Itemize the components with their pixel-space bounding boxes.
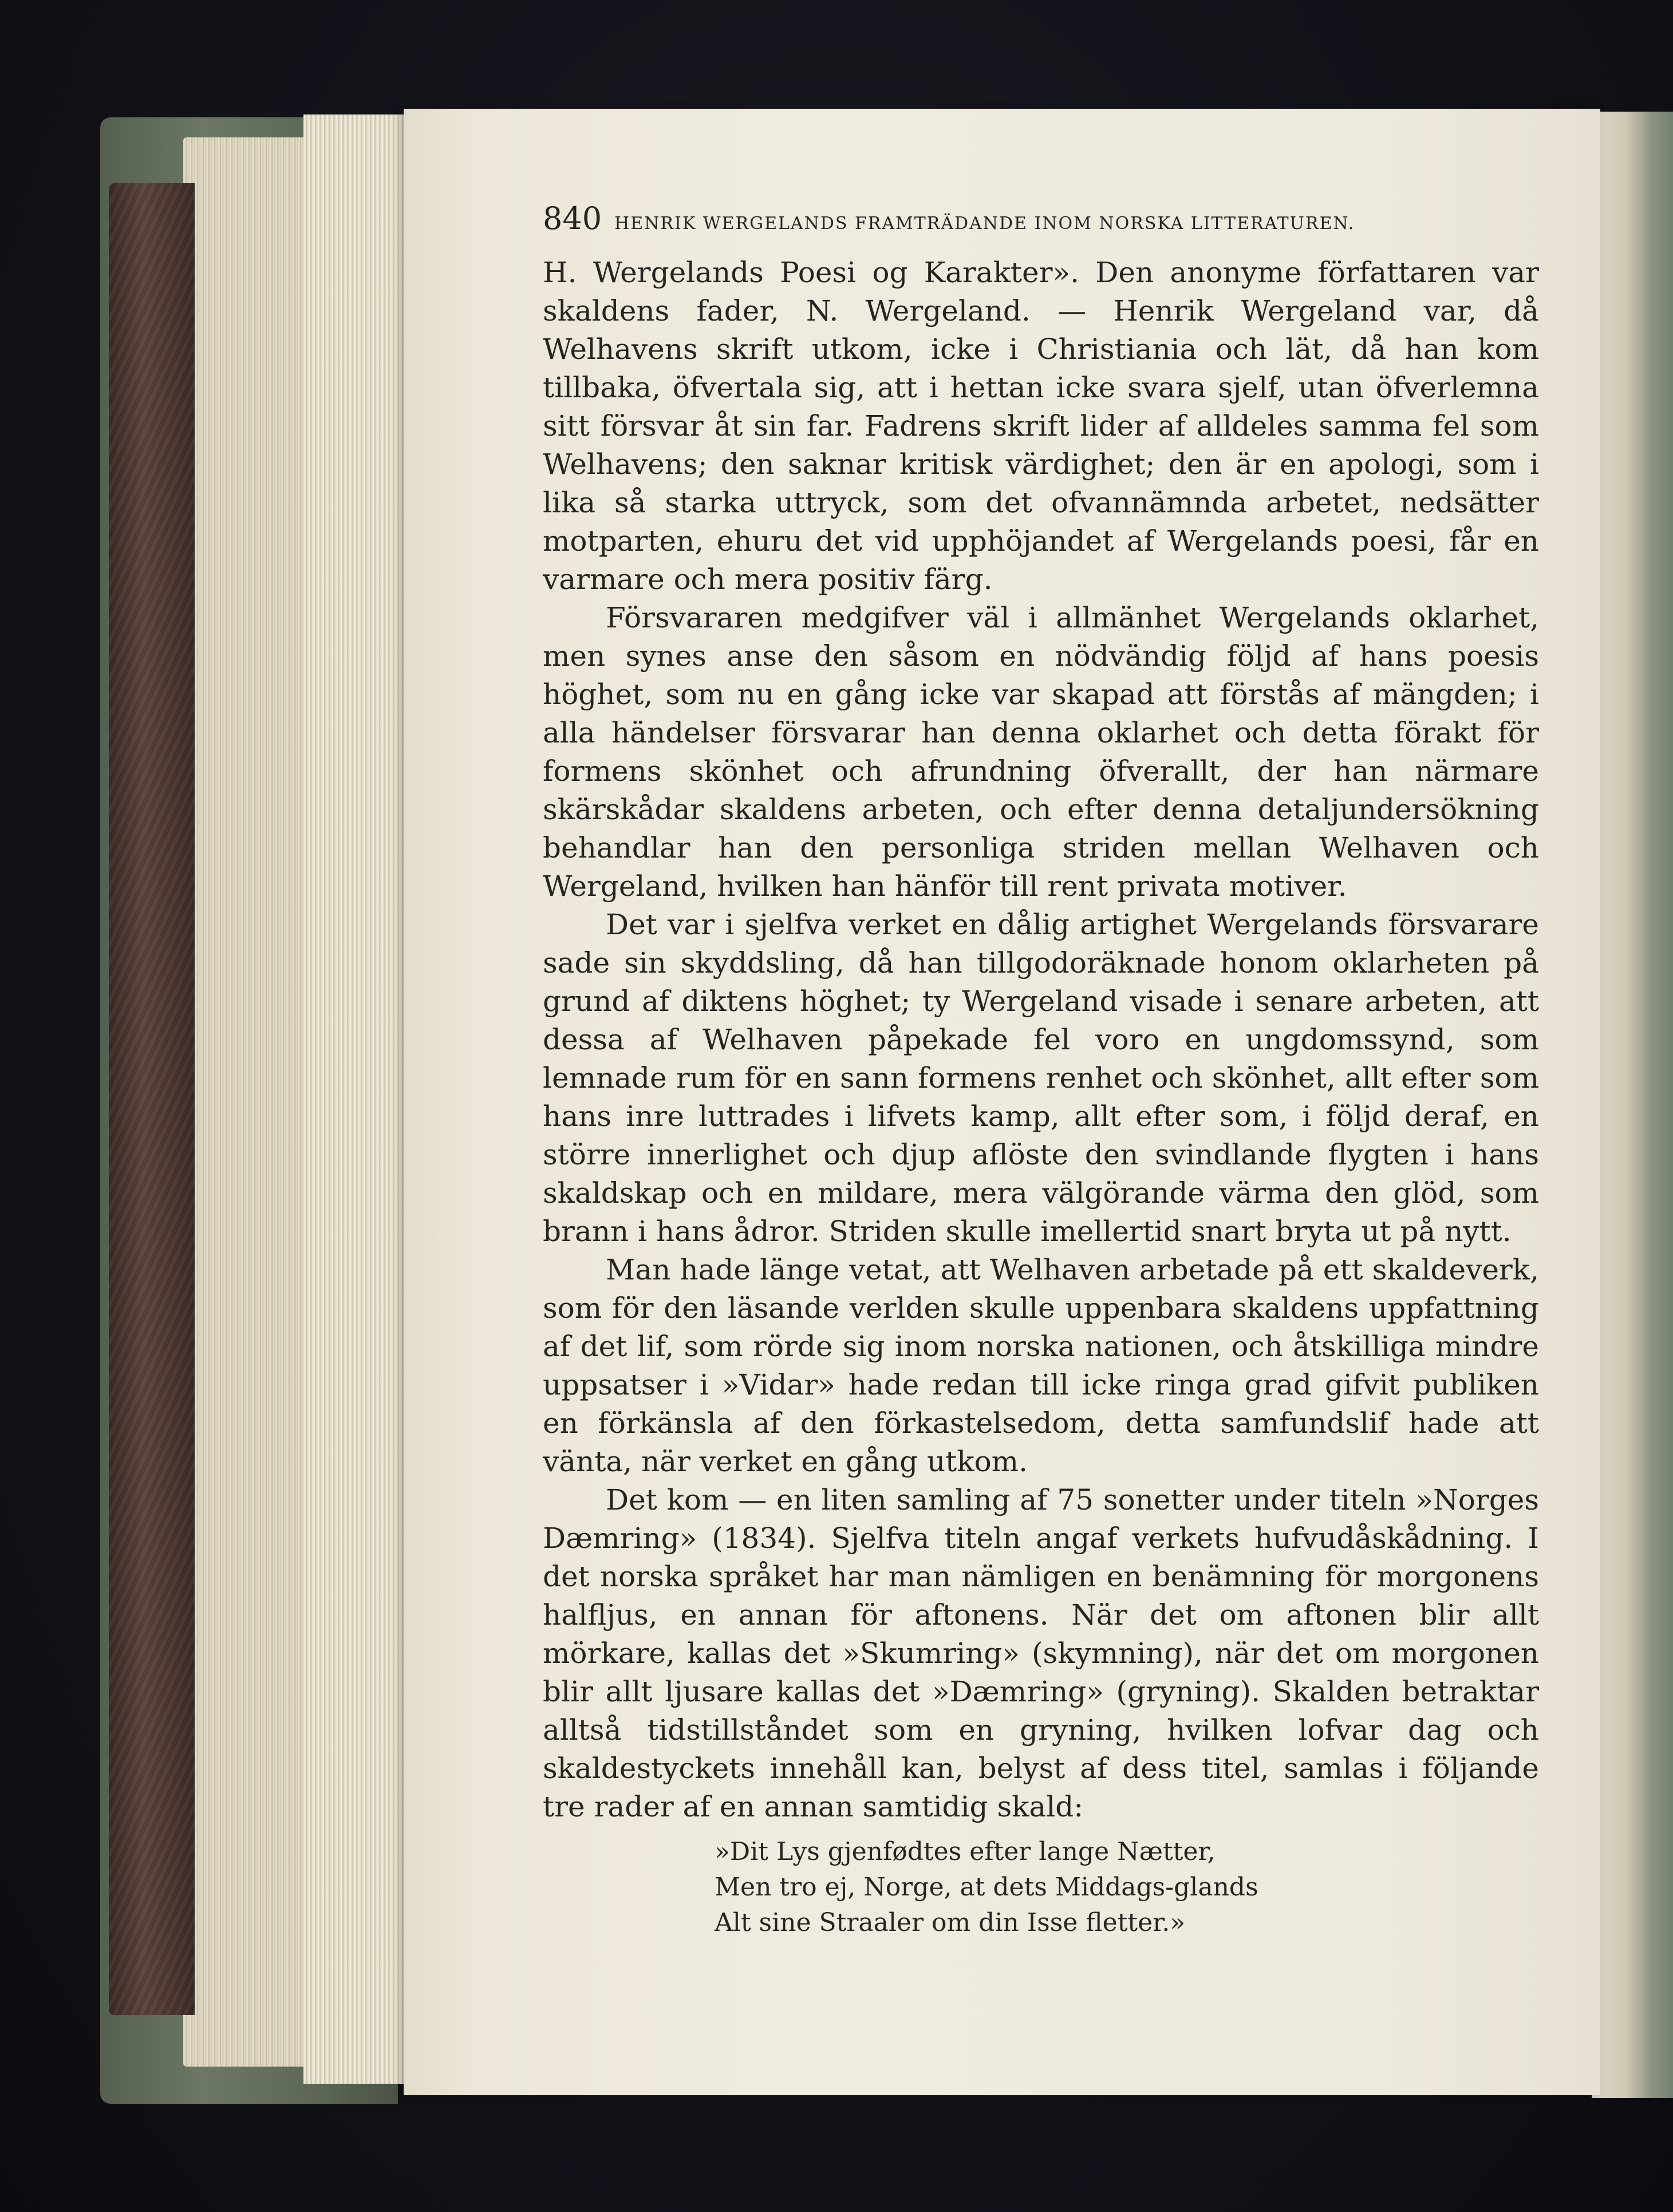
running-title: HENRIK WERGELANDS FRAMTRÄDANDE INOM NORSKA LITTERATUREN. — [614, 214, 1355, 234]
running-head — [543, 200, 1539, 236]
paragraph: Man hade länge vetat, att Welhaven arbetade på ett skaldeverk, som för den läsande verlden skulle uppenbara skaldens uppfattning af det lif, som rörde sig inom norska nationen, och åtskilliga mindre uppsatser i »Vidar» hade redan till icke ringa grad gifvit publiken en förkänsla af den förkastelsedom, detta samfundslif hade att vänta, när verket en gång utkom. — [543, 1253, 1539, 1478]
book-page — [404, 109, 1600, 2095]
page-text-block — [543, 200, 1539, 1941]
paragraph: H. Wergelands Poesi og Karakter». Den anonyme författaren var skaldens fader, N. Wergeland. — Henrik Wergeland var, då Welhavens skrift utkom, icke i Christiania och lät, då han kom tillbaka, öfvertala sig, att i hettan icke svara sjelf, utan öfverlemna sitt försvar åt sin far. Fadrens skrift lider af alldeles samma fel som Welhavens; den saknar kritisk värdighet; den är en apologi, som i lika så starka uttryck, som det ofvannämnda arbetet, nedsätter motparten, ehuru det vid upphöjandet af Wergelands poesi, får en varmare och mera positiv färg. — [543, 256, 1539, 596]
marbled-board — [109, 183, 195, 2015]
paragraph: Det kom — en liten samling af 75 sonetter under titeln »Norges Dæmring» (1834). Sjelfva titeln angaf verkets hufvudåskådning. I det norska språket har man nämligen en benämning för morgonens halfljus, en annan för aftonens. När det om aftonen blir allt mörkare, kallas det »Skumring» (skymning), när det om morgonen blir allt ljusare kallas det »Dæmring» (gryning). Skalden betraktar alltså tidstillståndet som en gryning, hvilken lofvar dag och skaldestyckets innehåll kan, belyst af dess titel, samlas i följande tre rader af en annan samtidig skald: — [543, 1483, 1539, 1823]
page-number: 840 — [543, 200, 602, 236]
poem-line: »Dit Lys gjenfødtes efter lange Nætter, — [715, 1837, 1216, 1866]
page-edges-inner — [303, 114, 418, 2084]
poem-quote — [715, 1834, 1539, 1941]
facing-page-edge — [1592, 112, 1673, 2098]
paragraph: Försvararen medgifver väl i allmänhet Wergelands oklarhet, men synes anse den såsom en nödvändig följd af hans poesis höghet, som nu en gång icke var skapad att förstås af mängden; i alla händelser försvarar han denna oklarhet och detta förakt för formens skönhet och afrundning öfverallt, der han närmare skärskådar skaldens arbeten, och efter denna detaljundersökning behandlar han den personliga striden mellan Welhaven och Wergeland, hvilken han hänför till rent privata motiver. — [543, 601, 1539, 903]
poem-line: Men tro ej, Norge, at dets Middags-glands — [715, 1873, 1258, 1902]
paragraph: Det var i sjelfva verket en dålig artighet Wergelands försvarare sade sin skyddsling, då han tillgodoräknade honom oklarheten på grund af diktens höghet; ty Wergeland visade i senare arbeten, att dessa af Welhaven påpekade fel voro en ungdomssynd, som lemnade rum för en sann formens renhet och skönhet, allt efter som hans inre luttrades i lifvets kamp, allt efter som, i följd deraf, en större innerlighet och djup aflöste den svindlande flygten i hans skaldskap och en mildare, mera välgörande värma den glöd, som brann i hans ådror. Striden skulle imellertid snart bryta ut på nytt. — [543, 908, 1539, 1248]
poem-line: Alt sine Straaler om din Isse fletter.» — [715, 1908, 1186, 1937]
